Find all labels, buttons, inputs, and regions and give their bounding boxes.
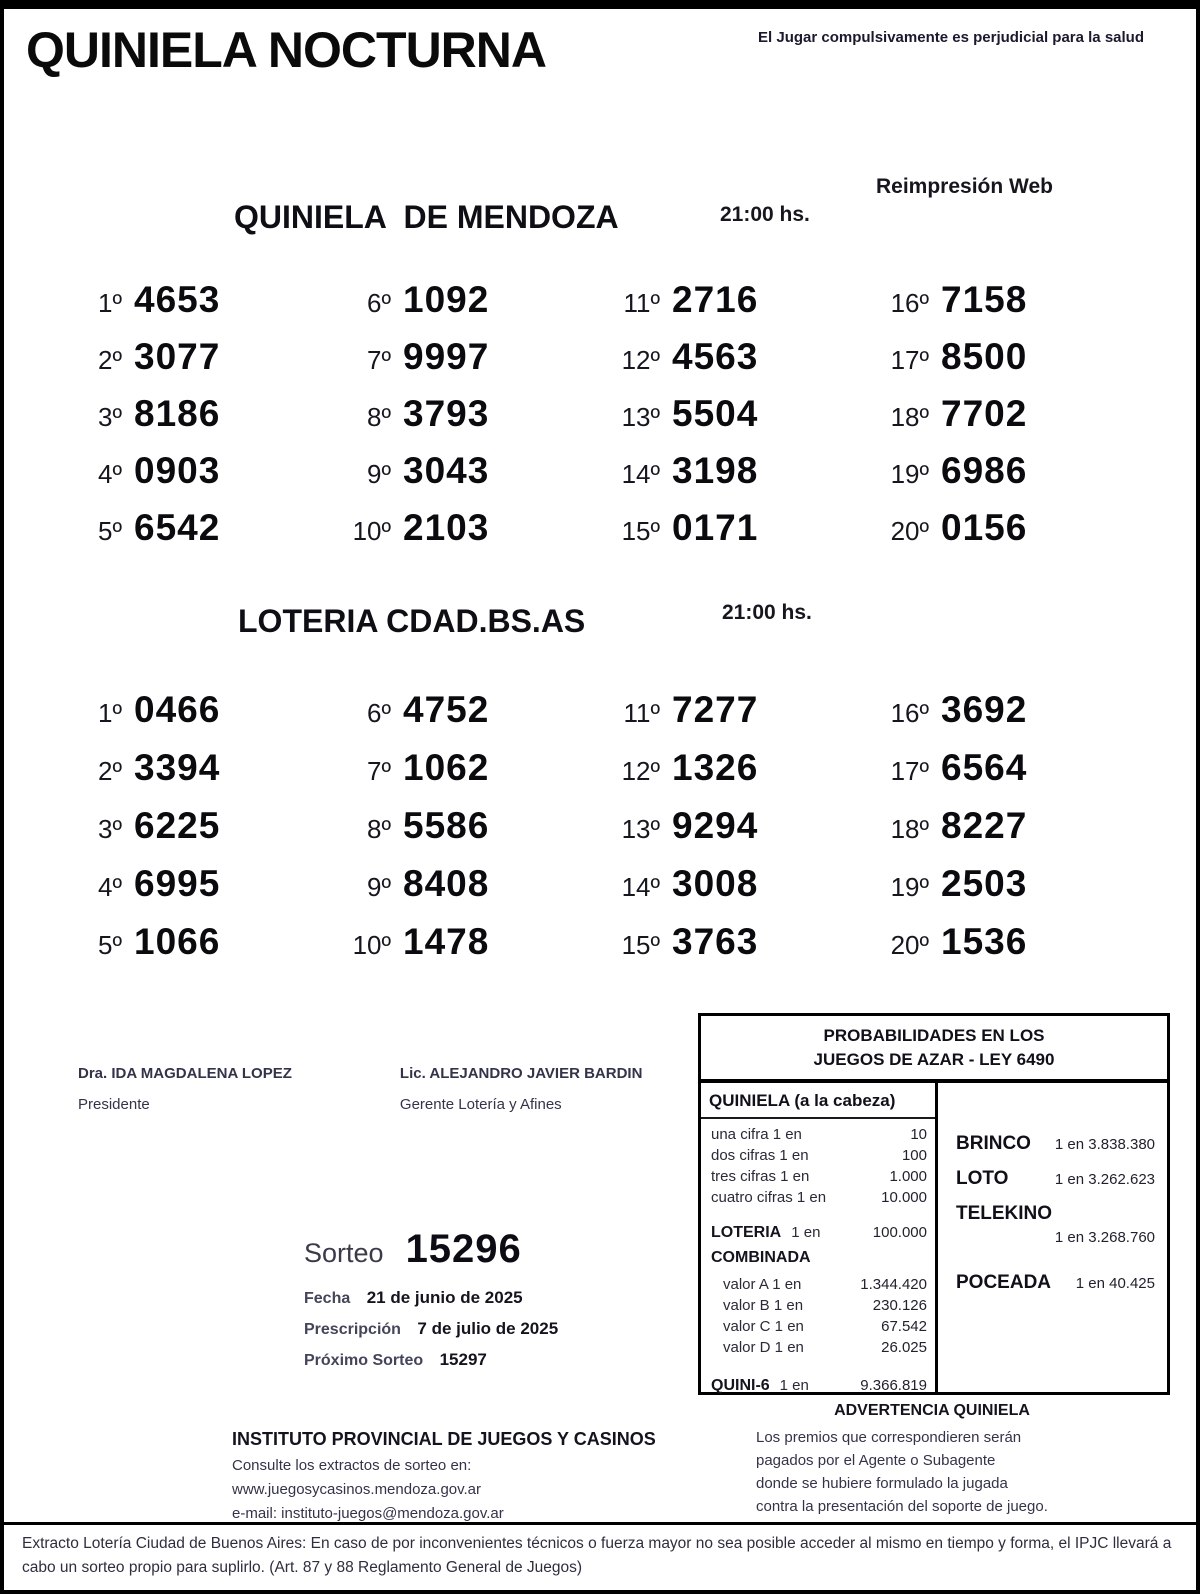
result-cell bbox=[873, 279, 1142, 336]
probabilities-left-column bbox=[701, 1083, 938, 1392]
result-number: 6986 bbox=[941, 450, 1028, 491]
result-number: 1066 bbox=[134, 921, 221, 962]
result-position: 4º bbox=[98, 459, 122, 489]
result-cell bbox=[335, 805, 604, 863]
advertencia-block bbox=[752, 1402, 1112, 1515]
result-cell bbox=[873, 507, 1142, 564]
result-number: 1326 bbox=[672, 747, 759, 788]
result-cell bbox=[604, 921, 873, 979]
result-number: 8500 bbox=[941, 336, 1028, 377]
odds-label: dos cifras 1 en bbox=[711, 1147, 809, 1164]
odds-value: 100 bbox=[901, 1147, 927, 1164]
result-cell bbox=[335, 279, 604, 336]
game-name: LOTO bbox=[956, 1168, 1009, 1189]
result-position: 13º bbox=[621, 402, 660, 432]
result-number: 3077 bbox=[134, 336, 221, 377]
result-position: 13º bbox=[621, 814, 660, 844]
result-number: 0156 bbox=[941, 507, 1028, 548]
result-position: 12º bbox=[621, 756, 660, 786]
result-position: 15º bbox=[621, 516, 660, 546]
loteria-row bbox=[711, 1222, 927, 1243]
odds-row bbox=[711, 1274, 927, 1295]
result-position: 18º bbox=[890, 814, 929, 844]
probabilities-title-line2: JUEGOS DE AZAR - LEY 6490 bbox=[813, 1050, 1055, 1069]
draw-title-mendoza: QUINIELA DE MENDOZA bbox=[234, 199, 619, 235]
advertencia-line: donde se hubiere formulado la jugada bbox=[756, 1475, 1008, 1492]
odds-row bbox=[711, 1187, 927, 1208]
result-number: 8186 bbox=[134, 393, 221, 434]
result-position: 1º bbox=[98, 698, 122, 728]
result-cell bbox=[66, 689, 335, 747]
results-grid-mendoza bbox=[66, 279, 1142, 564]
result-number: 3394 bbox=[134, 747, 221, 788]
result-cell bbox=[604, 863, 873, 921]
result-position: 5º bbox=[98, 516, 122, 546]
result-cell bbox=[335, 507, 604, 564]
result-cell bbox=[66, 393, 335, 450]
game-odds-row bbox=[956, 1133, 1155, 1155]
odds-label: una cifra 1 en bbox=[711, 1126, 802, 1143]
result-number: 9294 bbox=[672, 805, 759, 846]
result-position: 5º bbox=[98, 930, 122, 960]
result-number: 1536 bbox=[941, 921, 1028, 962]
result-cell bbox=[66, 805, 335, 863]
result-position: 11º bbox=[623, 698, 660, 728]
result-position: 9º bbox=[367, 872, 391, 902]
result-number: 6564 bbox=[941, 747, 1028, 788]
result-position: 1º bbox=[98, 288, 122, 318]
result-number: 3198 bbox=[672, 450, 759, 491]
result-position: 11º bbox=[623, 288, 660, 318]
result-number: 7277 bbox=[672, 689, 759, 730]
game-odds-value: 1 en 3.262.623 bbox=[1054, 1171, 1155, 1188]
results-grid-bsas bbox=[66, 689, 1142, 979]
result-position: 14º bbox=[621, 459, 660, 489]
result-number: 0466 bbox=[134, 689, 221, 730]
odds-row bbox=[711, 1145, 927, 1166]
result-number: 5504 bbox=[672, 393, 759, 434]
odds-label: tres cifras 1 en bbox=[711, 1168, 810, 1185]
probabilities-body bbox=[701, 1083, 1167, 1392]
game-odds-value: 1 en 3.838.380 bbox=[1054, 1136, 1155, 1153]
proximo-sorteo-row bbox=[304, 1350, 558, 1370]
result-cell bbox=[66, 336, 335, 393]
result-cell bbox=[335, 747, 604, 805]
draw-title-bsas: LOTERIA CDAD.BS.AS bbox=[238, 603, 586, 639]
game-odds-row bbox=[956, 1203, 1155, 1248]
result-cell bbox=[604, 279, 873, 336]
prescripcion-value: 7 de julio de 2025 bbox=[417, 1319, 559, 1338]
result-number: 6542 bbox=[134, 507, 221, 548]
institute-website: www.juegosycasinos.mendoza.gov.ar bbox=[232, 1481, 482, 1498]
result-position: 19º bbox=[890, 459, 929, 489]
probabilities-title bbox=[701, 1016, 1167, 1083]
result-position: 2º bbox=[98, 345, 122, 375]
signature-block bbox=[78, 1065, 292, 1113]
result-position: 8º bbox=[367, 402, 391, 432]
odds-row bbox=[711, 1124, 927, 1145]
result-number: 4752 bbox=[403, 689, 490, 730]
signature-role: Presidente bbox=[78, 1096, 150, 1113]
odds-value: 10.000 bbox=[881, 1189, 927, 1206]
page-title: QUINIELA NOCTURNA bbox=[26, 22, 547, 78]
result-cell bbox=[604, 507, 873, 564]
game-odds-value: 1 en 3.268.760 bbox=[1054, 1229, 1155, 1246]
result-number: 3692 bbox=[941, 689, 1028, 730]
result-cell bbox=[335, 921, 604, 979]
odds-label: valor D 1 en bbox=[723, 1339, 804, 1356]
result-number: 1478 bbox=[403, 921, 490, 962]
reprint-label: Reimpresión Web bbox=[876, 175, 1053, 198]
odds-row bbox=[711, 1337, 927, 1358]
odds-label: valor C 1 en bbox=[723, 1318, 804, 1335]
advertencia-line: Los premios que correspondieren serán bbox=[756, 1429, 1022, 1446]
result-position: 19º bbox=[890, 872, 929, 902]
result-cell bbox=[66, 507, 335, 564]
result-number: 7702 bbox=[941, 393, 1028, 434]
result-position: 6º bbox=[367, 288, 391, 318]
result-cell bbox=[66, 450, 335, 507]
fecha-label: Fecha bbox=[304, 1290, 351, 1307]
quiniela-heading: QUINIELA (a la cabeza) bbox=[701, 1083, 935, 1119]
result-position: 16º bbox=[890, 698, 929, 728]
loteria-value: 100.000 bbox=[872, 1224, 927, 1241]
game-odds-row bbox=[956, 1168, 1155, 1190]
result-position: 17º bbox=[890, 345, 929, 375]
odds-label: cuatro cifras 1 en bbox=[711, 1189, 827, 1206]
result-cell bbox=[604, 450, 873, 507]
result-position: 8º bbox=[367, 814, 391, 844]
prescripcion-label: Prescripción bbox=[304, 1321, 401, 1338]
signature-name: Lic. ALEJANDRO JAVIER BARDIN bbox=[399, 1065, 643, 1082]
result-position: 6º bbox=[367, 698, 391, 728]
signatures bbox=[78, 1065, 642, 1113]
sorteo-number: 15296 bbox=[405, 1227, 522, 1271]
result-position: 2º bbox=[98, 756, 122, 786]
result-cell bbox=[873, 336, 1142, 393]
result-number: 3793 bbox=[403, 393, 490, 434]
loteria-mid: 1 en bbox=[791, 1224, 821, 1241]
odds-row bbox=[711, 1166, 927, 1187]
result-cell bbox=[873, 393, 1142, 450]
signature-block bbox=[400, 1065, 643, 1113]
sorteo-row bbox=[304, 1227, 558, 1272]
result-cell bbox=[604, 393, 873, 450]
result-position: 20º bbox=[890, 516, 929, 546]
result-cell bbox=[66, 279, 335, 336]
result-number: 0903 bbox=[134, 450, 221, 491]
result-position: 7º bbox=[367, 345, 391, 375]
result-position: 9º bbox=[367, 459, 391, 489]
result-number: 7158 bbox=[941, 279, 1028, 320]
quini6-value: 9.366.819 bbox=[860, 1377, 927, 1394]
result-cell bbox=[873, 863, 1142, 921]
result-number: 4563 bbox=[672, 336, 759, 377]
probabilities-right-column bbox=[938, 1083, 1167, 1392]
result-cell bbox=[873, 450, 1142, 507]
loteria-label: LOTERIA bbox=[711, 1224, 782, 1241]
result-cell bbox=[873, 921, 1142, 979]
result-cell bbox=[604, 336, 873, 393]
result-position: 10º bbox=[352, 516, 391, 546]
result-number: 3008 bbox=[672, 863, 759, 904]
result-position: 17º bbox=[890, 756, 929, 786]
odds-value: 230.126 bbox=[872, 1297, 927, 1314]
fecha-value: 21 de junio de 2025 bbox=[366, 1288, 523, 1307]
draw-info-block bbox=[304, 1227, 558, 1370]
odds-value: 26.025 bbox=[881, 1339, 927, 1356]
odds-label: valor B 1 en bbox=[723, 1297, 804, 1314]
game-odds-value: 1 en 40.425 bbox=[1075, 1275, 1155, 1292]
result-cell bbox=[873, 689, 1142, 747]
result-number: 8408 bbox=[403, 863, 490, 904]
quini6-row bbox=[711, 1375, 927, 1396]
result-number: 2503 bbox=[941, 863, 1028, 904]
result-number: 3763 bbox=[672, 921, 759, 962]
result-position: 3º bbox=[98, 402, 122, 432]
probabilities-title-line1: PROBABILIDADES EN LOS bbox=[823, 1026, 1045, 1045]
result-position: 20º bbox=[890, 930, 929, 960]
probabilities-box bbox=[698, 1013, 1170, 1395]
advertencia-title: ADVERTENCIA QUINIELA bbox=[834, 1402, 1030, 1419]
odds-row bbox=[711, 1295, 927, 1316]
proximo-sorteo-label: Próximo Sorteo bbox=[304, 1352, 424, 1369]
institute-block bbox=[232, 1429, 656, 1522]
odds-value: 1.000 bbox=[889, 1168, 927, 1185]
result-cell bbox=[66, 747, 335, 805]
result-position: 15º bbox=[621, 930, 660, 960]
advertencia-lines bbox=[752, 1429, 1112, 1515]
result-number: 5586 bbox=[403, 805, 490, 846]
combinada-heading: COMBINADA bbox=[711, 1249, 811, 1266]
result-cell bbox=[873, 805, 1142, 863]
quini6-mid: 1 en bbox=[779, 1377, 809, 1394]
result-cell bbox=[335, 393, 604, 450]
proximo-sorteo-value: 15297 bbox=[439, 1350, 487, 1369]
result-cell bbox=[335, 450, 604, 507]
result-position: 4º bbox=[98, 872, 122, 902]
prescripcion-row bbox=[304, 1319, 558, 1339]
result-cell bbox=[335, 689, 604, 747]
institute-name: INSTITUTO PROVINCIAL DE JUEGOS Y CASINOS bbox=[232, 1429, 656, 1449]
institute-consult-line: Consulte los extractos de sorteo en: bbox=[232, 1457, 472, 1474]
signature-name: Dra. IDA MAGDALENA LOPEZ bbox=[78, 1065, 292, 1082]
result-cell bbox=[335, 336, 604, 393]
odds-value: 10 bbox=[910, 1126, 927, 1143]
result-number: 1062 bbox=[403, 747, 490, 788]
advertencia-line: pagados por el Agente o Subagente bbox=[756, 1452, 996, 1469]
result-position: 10º bbox=[352, 930, 391, 960]
result-number: 0171 bbox=[672, 507, 759, 548]
result-number: 1092 bbox=[403, 279, 490, 320]
draw-time-mendoza: 21:00 hs. bbox=[720, 203, 810, 226]
result-cell bbox=[604, 805, 873, 863]
institute-email: e-mail: instituto-juegos@mendoza.gov.ar bbox=[232, 1505, 504, 1522]
odds-value: 1.344.420 bbox=[860, 1276, 927, 1293]
result-number: 9997 bbox=[403, 336, 490, 377]
result-position: 18º bbox=[890, 402, 929, 432]
health-warning-text: El Jugar compulsivamente es perjudicial para la salud bbox=[758, 29, 1144, 46]
combinada-odds-rows bbox=[701, 1269, 935, 1358]
quini6-odds bbox=[701, 1358, 935, 1396]
result-number: 4653 bbox=[134, 279, 221, 320]
result-number: 6995 bbox=[134, 863, 221, 904]
game-name: TELEKINO bbox=[956, 1203, 1053, 1224]
quini6-label: QUINI-6 bbox=[711, 1377, 770, 1394]
odds-value: 67.542 bbox=[881, 1318, 927, 1335]
advertencia-line: contra la presentación del soporte de juego. bbox=[756, 1498, 1048, 1515]
signature-role: Gerente Lotería y Afines bbox=[399, 1096, 562, 1113]
result-number: 6225 bbox=[134, 805, 221, 846]
result-cell bbox=[604, 689, 873, 747]
result-cell bbox=[604, 747, 873, 805]
result-cell bbox=[66, 863, 335, 921]
result-cell bbox=[335, 863, 604, 921]
result-position: 12º bbox=[621, 345, 660, 375]
result-number: 3043 bbox=[403, 450, 490, 491]
draw-time-bsas: 21:00 hs. bbox=[722, 601, 812, 624]
result-number: 2716 bbox=[672, 279, 759, 320]
quiniela-odds-rows bbox=[701, 1119, 935, 1208]
result-position: 16º bbox=[890, 288, 929, 318]
game-name: BRINCO bbox=[956, 1133, 1031, 1154]
result-number: 2103 bbox=[403, 507, 490, 548]
result-cell bbox=[66, 921, 335, 979]
game-odds-row bbox=[956, 1272, 1155, 1294]
game-name: POCEADA bbox=[956, 1272, 1052, 1293]
fecha-row bbox=[304, 1288, 558, 1308]
sorteo-label: Sorteo bbox=[304, 1238, 384, 1268]
result-number: 8227 bbox=[941, 805, 1028, 846]
result-position: 14º bbox=[621, 872, 660, 902]
odds-label: valor A 1 en bbox=[723, 1276, 802, 1293]
footer-note: Extracto Lotería Ciudad de Buenos Aires: En caso de por inconvenientes técnicos o fuerza mayor no sea posible acceder al mismo en tiempo y forma, el IPJC llevará a cabo un sorteo propio para suplirlo. (Art. 87 y 88 Reglamento General de Juegos) bbox=[4, 1522, 1196, 1590]
result-cell bbox=[873, 747, 1142, 805]
result-position: 3º bbox=[98, 814, 122, 844]
loteria-odds bbox=[701, 1208, 935, 1243]
odds-row bbox=[711, 1316, 927, 1337]
result-position: 7º bbox=[367, 756, 391, 786]
